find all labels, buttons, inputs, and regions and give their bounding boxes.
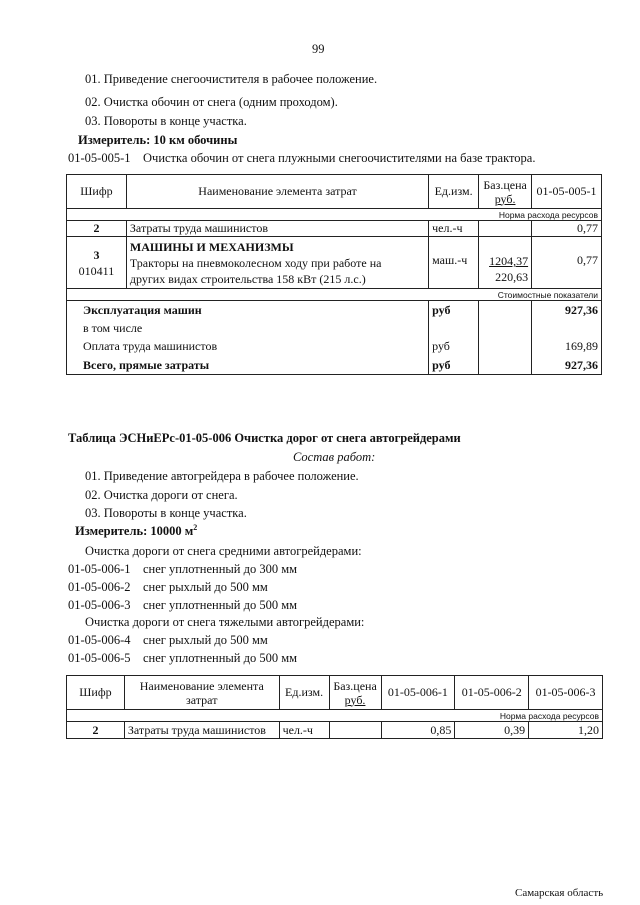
header-col: 01-05-006-3 (529, 676, 603, 710)
norm-label: Норма расхода ресурсов (67, 710, 603, 722)
item-code: 01-05-005-1 (68, 151, 131, 165)
step-2: 02. Очистка дороги от снега. (85, 488, 238, 502)
cost-row-value (532, 321, 602, 337)
section2-subtitle: Состав работ: (293, 450, 376, 464)
labor-value: 1,20 (529, 722, 603, 739)
cost-row-name: в том числе (67, 321, 429, 337)
labor-value: 0,77 (532, 221, 602, 237)
step-3: 03. Повороты в конце участка. (85, 506, 247, 520)
header-col: 01-05-006-2 (455, 676, 529, 710)
tractor-value: 0,77 (532, 237, 602, 289)
cost-row-name: Эксплуатация машин (67, 301, 429, 321)
header-unit: Ед.изм. (279, 676, 329, 710)
group2-text: снег уплотненный до 500 мм (143, 651, 298, 665)
step-3: 03. Повороты в конце участка. (85, 114, 247, 128)
group2-text: снег рыхлый до 500 мм (143, 633, 268, 647)
group1-title: Очистка дороги от снега средними автогрейдерами: (85, 544, 362, 558)
header-name: Наименование элемента затрат (124, 676, 279, 710)
group1-text: снег уплотненный до 500 мм (143, 598, 298, 612)
meter-1: Измеритель: 10 км обочины (78, 133, 238, 147)
cost-row-unit: руб (429, 301, 479, 321)
step-1: 01. Приведение снегоочистителя в рабочее положение. (85, 72, 378, 86)
cost-row-unit: руб (429, 337, 479, 357)
labor-unit: чел.-ч (429, 221, 479, 237)
page-number: 99 (312, 42, 325, 56)
header-code: Шифр (67, 175, 127, 209)
labor-code: 2 (67, 221, 127, 237)
tractor-price: 1204,37 220,63 (479, 237, 532, 289)
machines-code: 3 010411 (67, 237, 127, 289)
group1-text: снег рыхлый до 500 мм (143, 580, 268, 594)
labor-name: Затраты труда машинистов (126, 221, 428, 237)
header-code: Шифр (67, 676, 125, 710)
group1-code: 01-05-006-1 (68, 562, 131, 576)
header-name: Наименование элемента затрат (126, 175, 428, 209)
cost-row-value: 927,36 (532, 357, 602, 375)
machines-name: МАШИНЫ И МЕХАНИЗМЫ Тракторы на пневмоколесном ходу при работе на других видах строительства 158 кВт (215 л.с.) (126, 237, 428, 289)
step-1: 01. Приведение автогрейдера в рабочее положение. (85, 469, 359, 483)
step-2: 02. Очистка обочин от снега (одним проходом). (85, 95, 338, 109)
header-price: Баз.цена руб. (329, 676, 381, 710)
group2-code: 01-05-006-4 (68, 633, 131, 647)
cost-label: Стоимостные показатели (67, 289, 602, 301)
resource-table-1 (66, 174, 602, 375)
cost-row-unit: руб (429, 357, 479, 375)
group1-code: 01-05-006-3 (68, 598, 131, 612)
header-unit: Ед.изм. (429, 175, 479, 209)
cost-row-name: Оплата труда машинистов (67, 337, 429, 357)
item-text: Очистка обочин от снега плужными снегоочистителями на базе трактора. (143, 151, 536, 165)
group2-code: 01-05-006-5 (68, 651, 131, 665)
cost-row-name: Всего, прямые затраты (67, 357, 429, 375)
norm-label: Норма расхода ресурсов (67, 209, 602, 221)
resource-table-2 (66, 675, 603, 739)
cost-row-value: 927,36 (532, 301, 602, 321)
labor-value: 0,39 (455, 722, 529, 739)
footer-region: Самарская область (515, 887, 604, 899)
cost-row-unit (429, 321, 479, 337)
header-price: Баз.цена руб. (479, 175, 532, 209)
labor-value: 0,85 (381, 722, 455, 739)
group2-title: Очистка дороги от снега тяжелыми автогрейдерами: (85, 615, 365, 629)
labor-code: 2 (67, 722, 125, 739)
header-col: 01-05-006-1 (381, 676, 455, 710)
labor-unit: чел.-ч (279, 722, 329, 739)
group1-text: снег уплотненный до 300 мм (143, 562, 298, 576)
cost-row-value: 169,89 (532, 337, 602, 357)
group1-code: 01-05-006-2 (68, 580, 131, 594)
meter-2: Измеритель: 10000 $м^2$ (75, 523, 198, 539)
labor-name: Затраты труда машинистов (124, 722, 279, 739)
section2-title: Таблица ЭСНиЕРс-01-05-006 Очистка дорог от снега автогрейдерами (68, 431, 461, 445)
header-col: 01-05-005-1 (532, 175, 602, 209)
tractor-unit: маш.-ч (429, 237, 479, 289)
